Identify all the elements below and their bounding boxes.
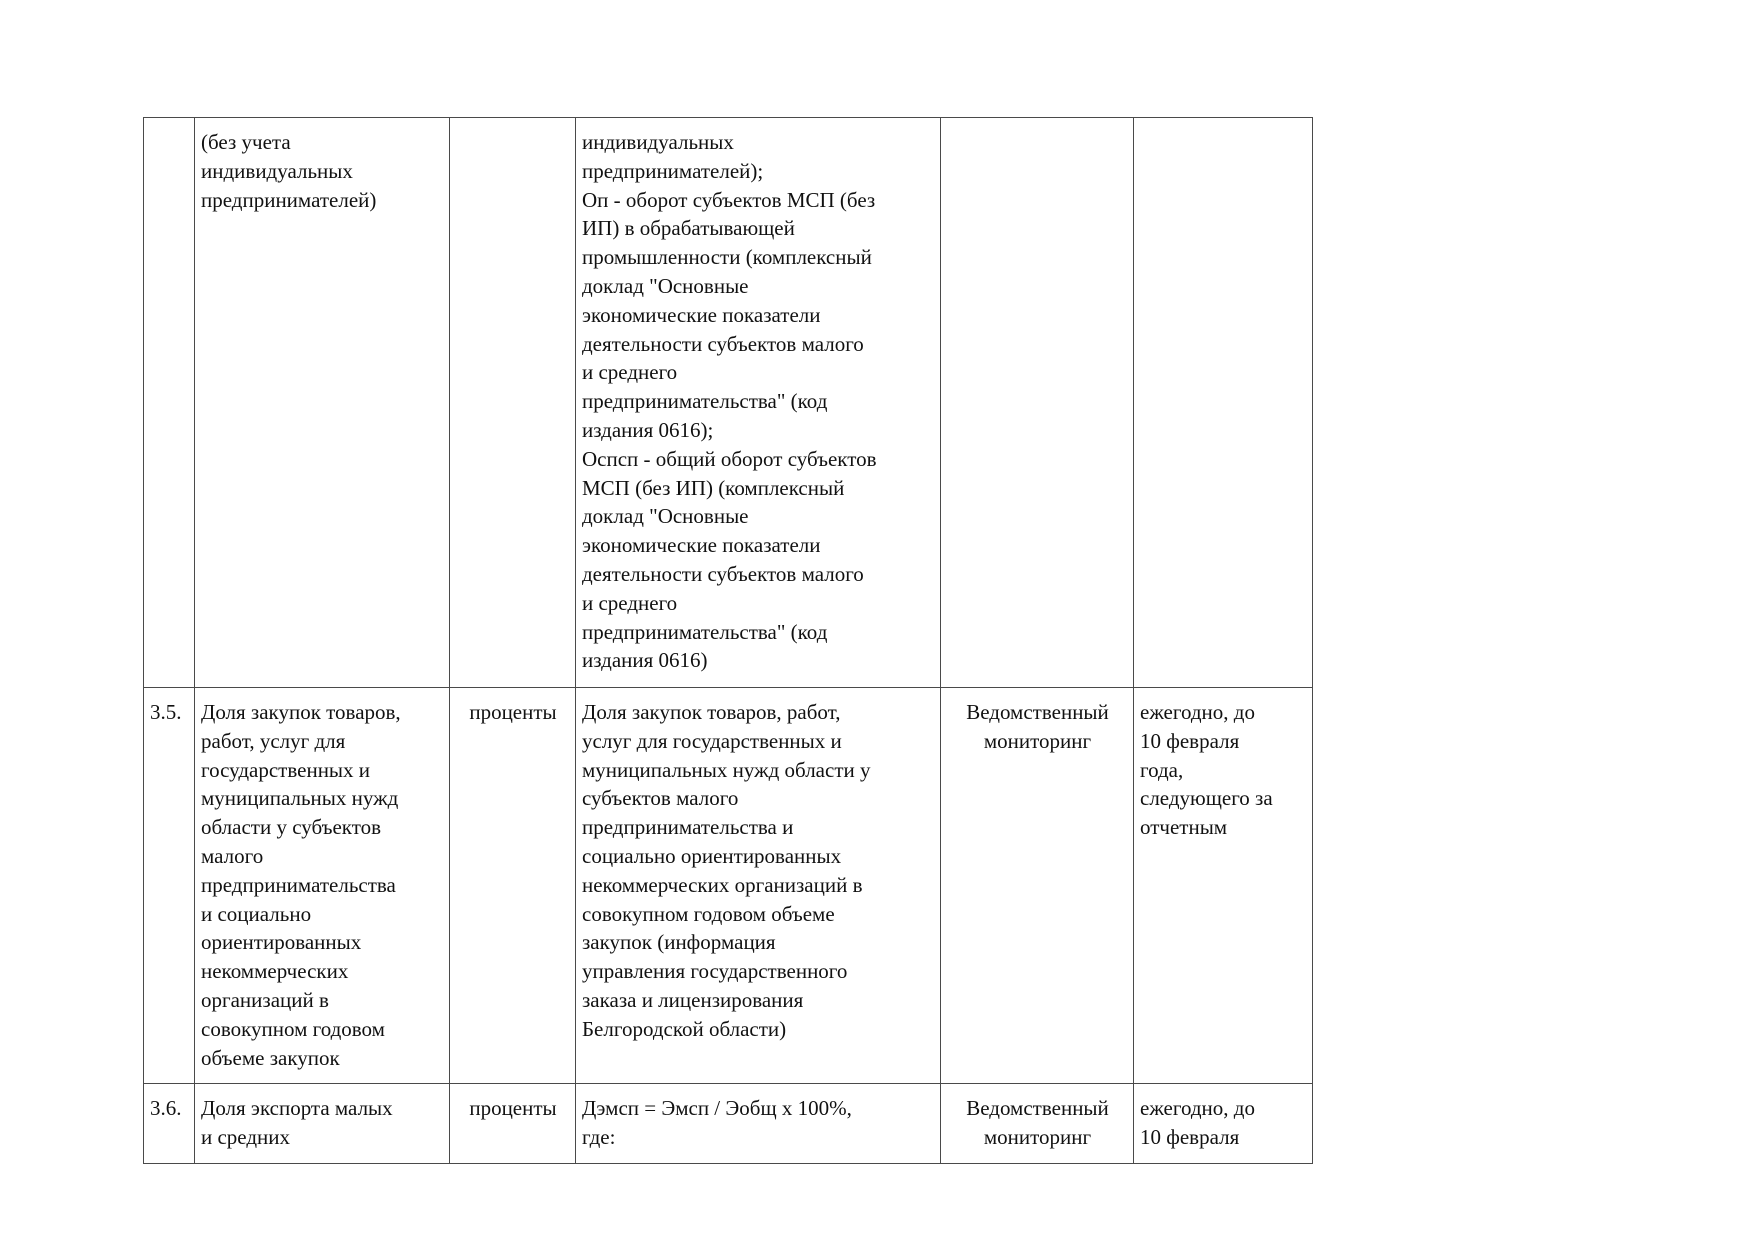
- indicator-name: (без учета индивидуальных предпринимателей): [195, 118, 450, 688]
- calculation-method: Доля закупок товаров, работ, услуг для государственных и муниципальных нужд области у субъектов малого предпринимательства и социально ориентированных некоммерческих организаций в совокупном годовом объеме закупок (информация управления государственного заказа и лицензирования Белгородской области): [576, 688, 941, 1084]
- deadline: ежегодно, до 10 февраля: [1134, 1084, 1313, 1164]
- table-row: [144, 1084, 1313, 1164]
- unit: [450, 118, 576, 688]
- indicator-table: [143, 117, 1313, 1164]
- indicator-name: Доля экспорта малых и средних: [195, 1084, 450, 1164]
- table-row: [144, 118, 1313, 688]
- table-row: [144, 688, 1313, 1084]
- calculation-method: Дэмсп = Эмсп / Эобщ x 100%, где:: [576, 1084, 941, 1164]
- row-number: 3.6.: [144, 1084, 195, 1164]
- deadline: ежегодно, до 10 февраля года, следующего за отчетным: [1134, 688, 1313, 1084]
- data-source: Ведомственный мониторинг: [941, 1084, 1134, 1164]
- row-number: [144, 118, 195, 688]
- data-source: Ведомственный мониторинг: [941, 688, 1134, 1084]
- data-source: [941, 118, 1134, 688]
- deadline: [1134, 118, 1313, 688]
- unit: проценты: [450, 1084, 576, 1164]
- indicator-name: Доля закупок товаров, работ, услуг для государственных и муниципальных нужд области у субъектов малого предпринимательства и социально ориентированных некоммерческих организаций в совокупном годовом объеме закупок: [195, 688, 450, 1084]
- calculation-method: индивидуальных предпринимателей); Оп - оборот субъектов МСП (без ИП) в обрабатывающей промышленности (комплексный доклад "Основные экономические показатели деятельности субъектов малого и среднего предпринимательства" (код издания 0616); Оспсп - общий оборот субъектов МСП (без ИП) (комплексный доклад "Основные экономические показатели деятельности субъектов малого и среднего предпринимательства" (код издания 0616): [576, 118, 941, 688]
- unit: проценты: [450, 688, 576, 1084]
- row-number: 3.5.: [144, 688, 195, 1084]
